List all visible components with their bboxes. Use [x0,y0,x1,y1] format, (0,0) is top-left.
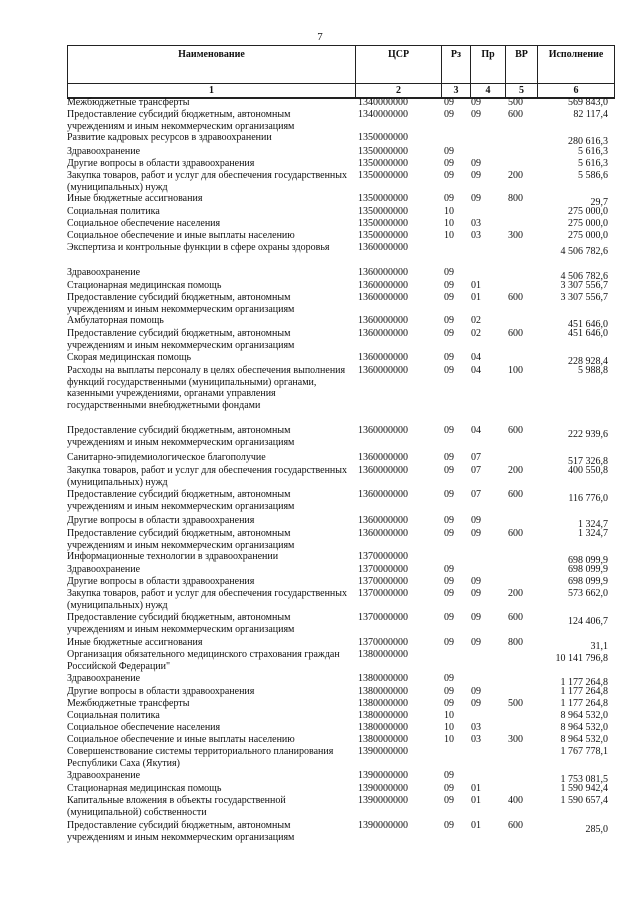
row-rz: 09 [444,673,454,684]
row-isp: 400 550,8 [568,465,608,476]
row-isp: 1 590 942,4 [560,783,608,794]
row-vr: 600 [508,820,523,831]
row-rz: 09 [444,698,454,709]
table-body [67,97,614,844]
header-num-1: 1 [68,84,356,99]
row-csr: 1360000000 [358,267,408,278]
row-rz: 09 [444,795,454,806]
row-name: Предоставление субсидий бюджетным, автономным учреждениям и иным некоммерческим организациям [67,328,295,351]
table-row [67,588,614,612]
row-csr: 1360000000 [358,280,408,291]
row-rz: 09 [444,465,454,476]
row-pr: 07 [471,452,481,463]
row-pr: 01 [471,783,481,794]
table-row [67,722,614,734]
row-csr: 1380000000 [358,649,408,660]
row-csr: 1360000000 [358,292,408,303]
row-rz: 10 [444,710,454,721]
row-pr: 01 [471,280,481,291]
row-isp: 285,0 [585,824,608,835]
row-rz: 09 [444,820,454,831]
table-row [67,795,614,820]
table-row [67,783,614,795]
row-vr: 200 [508,588,523,599]
row-name: Социальное обеспечение и иные выплаты населению [67,734,295,745]
row-name: Расходы на выплаты персоналу в целях обеспечения выполнения функций государственными (муниципальными) органами, казенными учреждениями, органами управления государственными внебюджетными фондами [67,365,346,411]
row-name: Предоставление субсидий бюджетным, автономным учреждениям и иным некоммерческим организациям [67,109,295,132]
row-csr: 1360000000 [358,452,408,463]
row-name: Здравоохранение [67,146,141,157]
row-pr: 09 [471,170,481,181]
row-csr: 1350000000 [358,193,408,204]
row-isp: 3 307 556,7 [560,280,608,291]
row-pr: 09 [471,686,481,697]
row-rz: 09 [444,576,454,587]
table-row [67,328,614,352]
row-pr: 04 [471,352,481,363]
row-isp: 698 099,9 [568,576,608,587]
row-name: Капитальные вложения в объекты государственной (муниципальной) собственности [67,795,286,818]
row-rz: 09 [444,170,454,181]
row-isp: 5 586,6 [578,170,608,181]
row-rz: 09 [444,97,454,108]
row-pr: 02 [471,315,481,326]
row-vr: 200 [508,465,523,476]
row-isp: 1 590 657,4 [560,795,608,806]
row-isp: 280 616,3 [568,136,608,147]
row-name: Предоставление субсидий бюджетным, автономным учреждениям и иным некоммерческим организациям [67,489,295,512]
row-rz: 09 [444,193,454,204]
row-vr: 500 [508,698,523,709]
table-row [67,193,614,206]
row-csr: 1350000000 [358,218,408,229]
row-rz: 09 [444,515,454,526]
table-row [67,315,614,328]
row-rz: 09 [444,352,454,363]
table-row [67,97,614,109]
row-pr: 09 [471,576,481,587]
page-number: 7 [317,31,323,43]
header-num-4: 4 [471,84,506,99]
row-name: Предоставление субсидий бюджетным, автономным учреждениям и иным некоммерческим организациям [67,425,295,448]
row-name: Социальное обеспечение и иные выплаты населению [67,230,295,241]
row-name: Другие вопросы в области здравоохранения [67,515,255,526]
row-isp: 10 141 796,8 [555,653,608,664]
table-row [67,425,614,452]
row-isp: 569 843,0 [568,97,608,108]
row-isp: 1 177 264,8 [560,677,608,688]
row-isp: 228 928,4 [568,356,608,367]
table-row [67,352,614,365]
row-csr: 1380000000 [358,710,408,721]
table-row [67,230,614,242]
row-isp: 275 000,0 [568,206,608,217]
row-vr: 600 [508,328,523,339]
row-csr: 1350000000 [358,132,408,143]
row-rz: 10 [444,218,454,229]
row-name: Здравоохранение [67,267,141,278]
row-name: Стационарная медицинская помощь [67,280,222,291]
row-isp: 1 753 081,5 [560,774,608,785]
row-vr: 200 [508,170,523,181]
header-pr: Пр [471,46,506,84]
row-name: Межбюджетные трансферты [67,97,190,108]
row-pr: 09 [471,109,481,120]
row-isp: 451 646,0 [568,319,608,330]
table-row [67,146,614,158]
row-csr: 1380000000 [358,734,408,745]
row-name: Социальная политика [67,206,160,217]
row-vr: 600 [508,425,523,436]
row-pr: 09 [471,698,481,709]
row-csr: 1370000000 [358,588,408,599]
row-pr: 09 [471,528,481,539]
row-vr: 600 [508,489,523,500]
row-csr: 1350000000 [358,206,408,217]
row-isp: 31,1 [590,641,608,652]
row-rz: 09 [444,564,454,575]
table-row [67,280,614,292]
row-rz: 09 [444,770,454,781]
row-csr: 1390000000 [358,820,408,831]
table-row [67,746,614,770]
row-csr: 1390000000 [358,770,408,781]
row-name: Другие вопросы в области здравоохранения [67,158,255,169]
row-vr: 600 [508,612,523,623]
row-isp: 3 307 556,7 [560,292,608,303]
row-csr: 1380000000 [358,722,408,733]
row-rz: 09 [444,425,454,436]
row-name: Иные бюджетные ассигнования [67,637,203,648]
row-vr: 600 [508,109,523,120]
row-csr: 1390000000 [358,783,408,794]
row-rz: 09 [444,158,454,169]
row-csr: 1340000000 [358,97,408,108]
header-num-3: 3 [442,84,471,99]
row-name: Социальное обеспечение населения [67,722,221,733]
row-rz: 09 [444,489,454,500]
row-rz: 10 [444,230,454,241]
table-row [67,242,614,267]
row-csr: 1360000000 [358,465,408,476]
row-csr: 1380000000 [358,673,408,684]
row-isp: 5 616,3 [578,158,608,169]
row-name: Совершенствование системы территориального планирования Республики Саха (Якутия) [67,746,334,769]
row-name: Стационарная медицинская помощь [67,783,222,794]
table-row [67,576,614,588]
table-row [67,528,614,551]
table-header [67,45,615,99]
row-isp: 4 506 782,6 [560,271,608,282]
row-csr: 1370000000 [358,551,408,562]
row-name: Другие вопросы в области здравоохранения [67,686,255,697]
row-csr: 1380000000 [358,686,408,697]
row-isp: 82 117,4 [573,109,608,120]
table-row [67,734,614,746]
row-pr: 04 [471,425,481,436]
row-rz: 10 [444,206,454,217]
row-rz: 09 [444,292,454,303]
table-row [67,452,614,465]
header-csr: ЦСР [356,46,442,84]
row-pr: 09 [471,158,481,169]
row-vr: 400 [508,795,523,806]
row-isp: 124 406,7 [568,616,608,627]
row-pr: 03 [471,230,481,241]
row-name: Предоставление субсидий бюджетным, автономным учреждениям и иным некоммерческим организациям [67,528,295,551]
row-name: Амбулаторная помощь [67,315,164,326]
row-pr: 09 [471,193,481,204]
row-pr: 09 [471,612,481,623]
row-name: Социальное обеспечение населения [67,218,221,229]
row-csr: 1390000000 [358,795,408,806]
table-row [67,820,614,844]
row-csr: 1360000000 [358,489,408,500]
row-name: Предоставление субсидий бюджетным, автономным учреждениям и иным некоммерческим организациям [67,820,295,843]
table-row [67,637,614,652]
table-row [67,170,614,193]
row-isp: 451 646,0 [568,328,608,339]
row-csr: 1350000000 [358,230,408,241]
table-row [67,218,614,230]
row-isp: 698 099,9 [568,555,608,566]
row-csr: 1360000000 [358,242,408,253]
row-pr: 09 [471,97,481,108]
table-row [67,564,614,576]
row-csr: 1360000000 [358,315,408,326]
table-row [67,109,614,132]
row-isp: 8 964 532,0 [560,734,608,745]
row-isp: 116 776,0 [568,493,608,504]
row-vr: 300 [508,230,523,241]
table-row [67,673,614,686]
row-csr: 1370000000 [358,576,408,587]
row-vr: 600 [508,292,523,303]
header-name: Наименование [68,46,356,84]
row-vr: 600 [508,528,523,539]
table-row [67,770,614,783]
table-row [67,292,614,315]
row-csr: 1360000000 [358,352,408,363]
row-name: Закупка товаров, работ и услуг для обеспечения государственных (муниципальных) нужд [67,588,348,611]
header-num-5: 5 [506,84,538,99]
row-name: Санитарно-эпидемиологическое благополучие [67,452,266,463]
row-vr: 800 [508,193,523,204]
row-name: Другие вопросы в области здравоохранения [67,576,255,587]
row-name: Здравоохранение [67,564,141,575]
row-rz: 09 [444,452,454,463]
table-row [67,612,614,637]
row-pr: 01 [471,820,481,831]
row-isp: 1 767 778,1 [560,746,608,757]
row-rz: 09 [444,315,454,326]
row-rz: 09 [444,280,454,291]
row-name: Развитие кадровых ресурсов в здравоохранении [67,132,272,143]
row-isp: 1 324,7 [578,528,608,539]
table-row [67,710,614,722]
row-csr: 1360000000 [358,515,408,526]
row-rz: 10 [444,722,454,733]
row-pr: 02 [471,328,481,339]
row-name: Межбюджетные трансферты [67,698,190,709]
row-name: Иные бюджетные ассигнования [67,193,203,204]
table-row [67,465,614,489]
row-isp: 275 000,0 [568,218,608,229]
row-isp: 1 177 264,8 [560,698,608,709]
row-name: Здравоохранение [67,673,141,684]
row-rz: 09 [444,328,454,339]
row-rz: 09 [444,528,454,539]
table-row [67,551,614,564]
row-pr: 03 [471,218,481,229]
row-rz: 10 [444,734,454,745]
row-name: Здравоохранение [67,770,141,781]
row-pr: 03 [471,722,481,733]
row-name: Социальная политика [67,710,160,721]
row-pr: 09 [471,588,481,599]
table-row [67,698,614,710]
row-isp: 222 939,6 [568,429,608,440]
row-isp: 1 177 264,8 [560,686,608,697]
row-name: Информационные технологии в здравоохранении [67,551,279,562]
row-name: Закупка товаров, работ и услуг для обеспечения государственных (муниципальных) нужд [67,170,348,193]
row-isp: 8 964 532,0 [560,710,608,721]
row-csr: 1380000000 [358,698,408,709]
row-vr: 500 [508,97,523,108]
row-csr: 1350000000 [358,170,408,181]
row-csr: 1360000000 [358,365,408,376]
row-isp: 698 099,9 [568,564,608,575]
row-rz: 09 [444,612,454,623]
row-csr: 1350000000 [358,146,408,157]
row-pr: 01 [471,795,481,806]
table-row [67,686,614,698]
row-csr: 1360000000 [358,528,408,539]
row-rz: 09 [444,365,454,376]
row-csr: 1390000000 [358,746,408,757]
header-vr: ВР [506,46,538,84]
row-csr: 1370000000 [358,637,408,648]
row-pr: 09 [471,515,481,526]
row-pr: 07 [471,489,481,500]
row-rz: 09 [444,686,454,697]
row-isp: 517 326,8 [568,456,608,467]
table-row [67,132,614,146]
row-name: Экспертиза и контрольные функции в сфере охраны здоровья [67,242,330,253]
row-isp: 5 616,3 [578,146,608,157]
row-rz: 09 [444,783,454,794]
row-isp: 4 506 782,6 [560,246,608,257]
row-csr: 1370000000 [358,564,408,575]
row-name: Скорая медицинская помощь [67,352,192,363]
table-row [67,365,614,425]
row-vr: 800 [508,637,523,648]
table-row [67,267,614,280]
row-name: Закупка товаров, работ и услуг для обеспечения государственных (муниципальных) нужд [67,465,348,488]
row-isp: 29,7 [590,197,608,208]
table-row [67,489,614,515]
row-vr: 300 [508,734,523,745]
row-pr: 09 [471,637,481,648]
table-row [67,206,614,218]
row-name: Организация обязательного медицинского страхования граждан Российской Федерации" [67,649,340,672]
header-isp: Исполнение [538,46,615,84]
row-rz: 09 [444,146,454,157]
row-rz: 09 [444,588,454,599]
table-row [67,515,614,528]
header-num-2: 2 [356,84,442,99]
row-rz: 09 [444,109,454,120]
header-num-6: 6 [538,84,615,99]
row-isp: 5 988,8 [578,365,608,376]
row-isp: 573 662,0 [568,588,608,599]
table-row [67,649,614,673]
row-name: Предоставление субсидий бюджетным, автономным учреждениям и иным некоммерческим организациям [67,612,295,635]
row-name: Предоставление субсидий бюджетным, автономным учреждениям и иным некоммерческим организациям [67,292,295,315]
row-csr: 1350000000 [358,158,408,169]
row-csr: 1370000000 [358,612,408,623]
row-csr: 1340000000 [358,109,408,120]
row-csr: 1360000000 [358,425,408,436]
row-rz: 09 [444,637,454,648]
row-isp: 8 964 532,0 [560,722,608,733]
row-isp: 1 324,7 [578,519,608,530]
row-pr: 04 [471,365,481,376]
row-csr: 1360000000 [358,328,408,339]
row-pr: 01 [471,292,481,303]
row-vr: 100 [508,365,523,376]
header-rz: Рз [442,46,471,84]
row-pr: 07 [471,465,481,476]
row-rz: 09 [444,267,454,278]
table-row [67,158,614,170]
row-pr: 03 [471,734,481,745]
row-isp: 275 000,0 [568,230,608,241]
